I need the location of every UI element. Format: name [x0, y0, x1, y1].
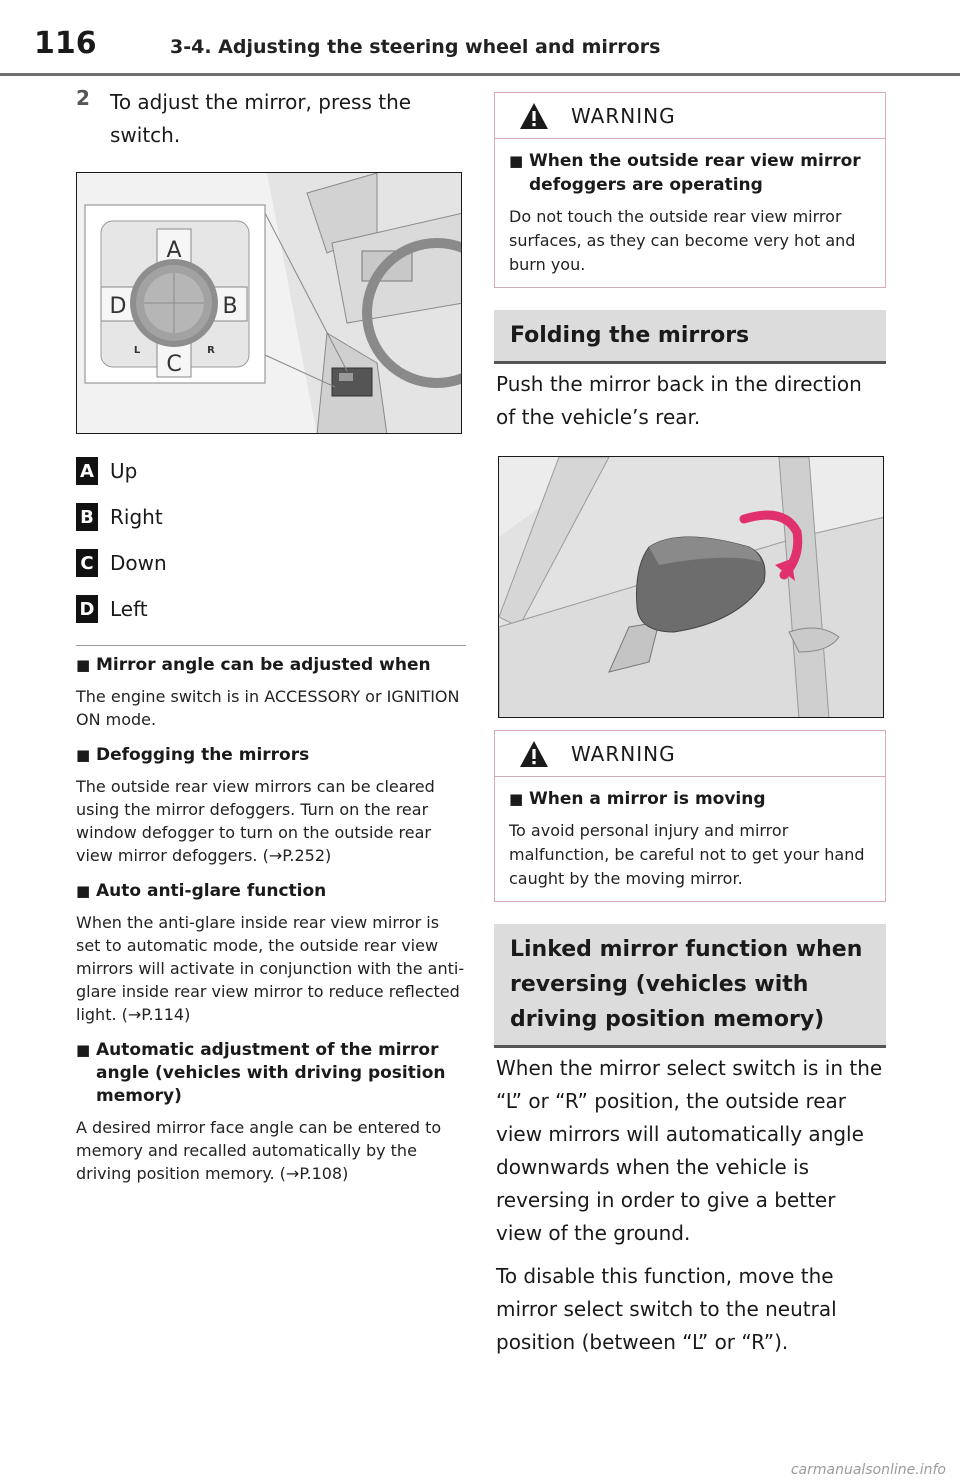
- note-title: Mirror angle can be adjusted when: [96, 655, 431, 675]
- legend-item: [76, 586, 456, 632]
- square-bullet-icon: ■: [76, 656, 91, 674]
- square-bullet-icon: ■: [509, 152, 524, 170]
- note-body: The outside rear view mirrors can be cleared using the mirror defoggers. Turn on the rear window defogger to turn on the outside rear view mirror defoggers. (→P.252): [76, 777, 435, 865]
- warning-body: [495, 139, 885, 289]
- warning-header: [495, 93, 885, 139]
- legend-key-badge: D: [76, 595, 98, 623]
- switch-label-c: C: [166, 352, 182, 377]
- note-title: Automatic adjustment of the mirror angle (vehicles with driving position memory): [96, 1040, 446, 1106]
- switch-legend: [76, 448, 456, 632]
- folding-mirror-illustration: [499, 457, 884, 718]
- warning-subtitle: [509, 149, 871, 197]
- legend-label: Down: [110, 551, 167, 575]
- legend-item: [76, 540, 456, 586]
- header-divider: [0, 73, 960, 76]
- page-number: 116: [34, 26, 97, 61]
- warning-title: WARNING: [571, 741, 676, 766]
- note-body: When the anti-glare inside rear view mirror is set to automatic mode, the outside rear view mirrors will activate in conjunction with the anti-glare inside rear view mirror to reduce reflected light. (→P.114): [76, 913, 465, 1024]
- warning-text: Do not touch the outside rear view mirror surfaces, as they can become very hot and burn you.: [509, 207, 856, 274]
- note-title: Defogging the mirrors: [96, 745, 310, 765]
- legend-label: Right: [110, 505, 163, 529]
- linked-paragraph-2: To disable this function, move the mirror select switch to the neutral position (between “L” or “R”).: [496, 1264, 837, 1354]
- warning-title: WARNING: [571, 103, 676, 128]
- square-bullet-icon: ■: [76, 1041, 91, 1059]
- warning-subtitle-text: When a mirror is moving: [529, 789, 766, 809]
- legend-item: [76, 448, 456, 494]
- step-text: To adjust the mirror, press the switch.: [110, 90, 412, 147]
- section-divider: [76, 645, 466, 646]
- note-body: The engine switch is in ACCESSORY or IGNITION ON mode.: [76, 687, 460, 729]
- legend-label: Up: [110, 459, 138, 483]
- note-title: Auto anti-glare function: [96, 881, 327, 901]
- legend-key-badge: A: [76, 457, 98, 485]
- switch-label-b: B: [222, 294, 238, 319]
- warning-triangle-icon: [519, 740, 549, 768]
- page-header: [0, 0, 960, 76]
- folding-mirror-figure: [498, 456, 884, 718]
- legend-key-badge: B: [76, 503, 98, 531]
- watermark: carmanualsonline.info: [790, 1462, 946, 1478]
- note-heading: [76, 744, 468, 767]
- note-heading: [76, 1039, 468, 1108]
- warning-subtitle-text: When the outside rear view mirror defoggers are operating: [529, 151, 861, 195]
- section-title: 3-4. Adjusting the steering wheel and mirrors: [170, 36, 661, 58]
- warning-subtitle: [509, 787, 871, 811]
- note-body: A desired mirror face angle can be entered to memory and recalled automatically by the driving position memory. (→P.108): [76, 1118, 442, 1183]
- note-heading: [76, 880, 468, 903]
- mirror-switch-illustration: [77, 173, 462, 434]
- heading-text: Linked mirror function when reversing (vehicles with driving position memory): [510, 937, 863, 1032]
- switch-label-d: D: [109, 294, 127, 319]
- legend-label: Left: [110, 597, 148, 621]
- switch-label-l: L: [133, 345, 141, 356]
- step-number: 2: [76, 86, 90, 110]
- square-bullet-icon: ■: [76, 882, 91, 900]
- legend-key-badge: C: [76, 549, 98, 577]
- warning-box-defoggers: [494, 92, 886, 288]
- warning-body: [495, 777, 885, 903]
- note-heading: [76, 654, 468, 677]
- heading-folding-mirrors: [494, 310, 886, 364]
- notes-section: [76, 654, 468, 1198]
- warning-header: [495, 731, 885, 777]
- warning-triangle-icon: [519, 102, 549, 130]
- linked-paragraph-1: When the mirror select switch is in the “L” or “R” position, the outside rear view mirrors will automatically angle downwards when the vehicle is reversing in order to give a better view of the ground.: [496, 1056, 883, 1245]
- heading-linked-mirror: [494, 924, 886, 1048]
- folding-instructions: Push the mirror back in the direction of the vehicle’s rear.: [496, 372, 862, 429]
- heading-text: Folding the mirrors: [510, 323, 750, 348]
- step-2: [76, 86, 466, 152]
- legend-item: [76, 494, 456, 540]
- square-bullet-icon: ■: [509, 790, 524, 808]
- switch-label-a: A: [166, 238, 182, 263]
- switch-label-r: R: [207, 345, 215, 356]
- mirror-switch-figure: [76, 172, 462, 434]
- warning-text: To avoid personal injury and mirror malfunction, be careful not to get your hand caught by the moving mirror.: [509, 821, 865, 888]
- square-bullet-icon: ■: [76, 746, 91, 764]
- warning-box-moving: [494, 730, 886, 902]
